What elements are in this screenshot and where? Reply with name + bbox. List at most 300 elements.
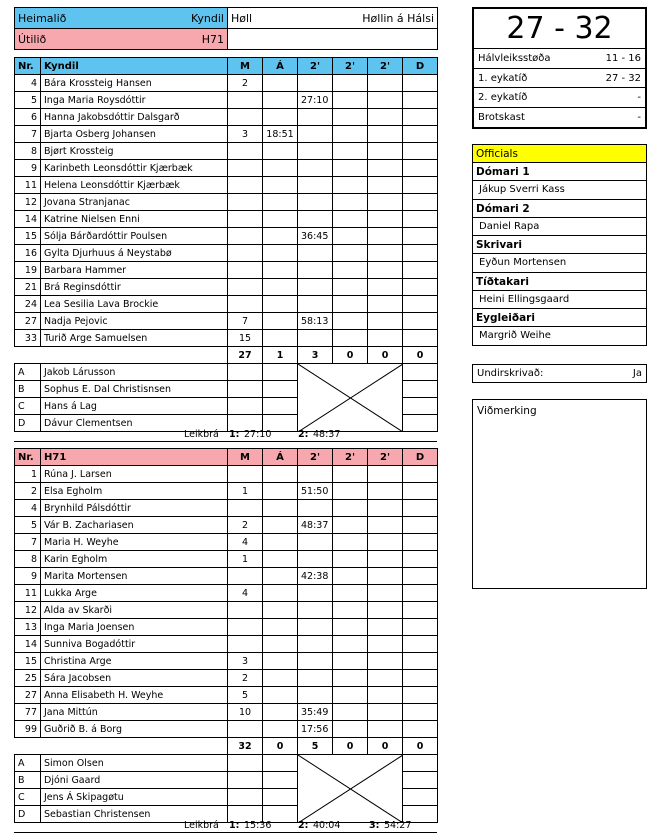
score-row	[474, 108, 645, 128]
player-suspension-3	[368, 313, 403, 330]
col-warning: Á	[263, 449, 298, 466]
player-disqualification	[403, 126, 438, 143]
staff-disqualification-cell	[403, 398, 438, 415]
home-team-cell	[15, 8, 228, 29]
player-number: 19	[15, 262, 41, 279]
player-goals: 5	[228, 687, 263, 704]
player-disqualification	[403, 160, 438, 177]
home-total-warnings: 1	[263, 347, 298, 364]
player-disqualification	[403, 330, 438, 347]
player-goals: 7	[228, 313, 263, 330]
home-total-suspensions-1: 3	[298, 347, 333, 364]
col-suspension-3: 2'	[368, 449, 403, 466]
player-goals	[228, 262, 263, 279]
official-role: Tíðtakari	[473, 273, 646, 291]
player-name: Jovana Stranjanac	[41, 194, 228, 211]
player-number: 2	[15, 483, 41, 500]
player-goals: 2	[228, 75, 263, 92]
player-suspension-2	[333, 585, 368, 602]
player-suspension-1	[298, 245, 333, 262]
player-number: 8	[15, 143, 41, 160]
player-suspension-3	[368, 296, 403, 313]
player-name: Turið Arge Samuelsen	[41, 330, 228, 347]
player-suspension-3	[368, 160, 403, 177]
official-role: Skrivari	[473, 236, 646, 254]
player-suspension-1	[298, 500, 333, 517]
home-label: Heimalið	[18, 11, 67, 25]
score-row-value: 27 - 32	[605, 72, 641, 84]
player-suspension-3	[368, 704, 403, 721]
player-suspension-1: 51:50	[298, 483, 333, 500]
player-suspension-2	[333, 109, 368, 126]
player-disqualification	[403, 551, 438, 568]
staff-disqualification-cell	[403, 755, 438, 772]
player-suspension-3	[368, 568, 403, 585]
staff-cross-box	[298, 755, 403, 823]
player-warning	[263, 585, 298, 602]
player-suspension-3	[368, 109, 403, 126]
venue-label: Høll	[231, 11, 253, 25]
score-row-value: -	[637, 111, 641, 123]
col-suspension-3: 2'	[368, 58, 403, 75]
player-suspension-1: 58:13	[298, 313, 333, 330]
player-suspension-1	[298, 585, 333, 602]
staff-code: B	[15, 381, 41, 398]
home-total-goals: 27	[228, 347, 263, 364]
away-total-suspensions-1: 5	[298, 738, 333, 755]
player-row	[15, 296, 438, 313]
col-suspension-2: 2'	[333, 449, 368, 466]
away-total-warnings: 0	[263, 738, 298, 755]
score-row-value: -	[637, 92, 641, 103]
player-disqualification	[403, 687, 438, 704]
player-suspension-3	[368, 483, 403, 500]
player-suspension-1	[298, 636, 333, 653]
player-suspension-2	[333, 92, 368, 109]
home-roster-header	[15, 58, 438, 75]
player-row	[15, 279, 438, 296]
player-suspension-3	[368, 143, 403, 160]
staff-code: D	[15, 415, 41, 432]
player-suspension-2	[333, 126, 368, 143]
home-timeout-2-num: 2:	[298, 429, 309, 440]
player-goals: 1	[228, 551, 263, 568]
player-warning	[263, 653, 298, 670]
player-suspension-2	[333, 602, 368, 619]
away-timeouts	[14, 819, 437, 833]
player-number: 9	[15, 568, 41, 585]
player-disqualification	[403, 194, 438, 211]
officials-box	[472, 144, 647, 346]
remarks-label: Viðmerking	[477, 405, 537, 417]
player-goals: 2	[228, 670, 263, 687]
away-timeouts-label: Leikbrá	[184, 820, 219, 831]
player-disqualification	[403, 245, 438, 262]
player-warning	[263, 296, 298, 313]
player-suspension-2	[333, 211, 368, 228]
player-row	[15, 483, 438, 500]
player-suspension-2	[333, 568, 368, 585]
player-warning	[263, 92, 298, 109]
player-suspension-1	[298, 670, 333, 687]
away-team-title: H71	[41, 449, 228, 466]
player-row	[15, 228, 438, 245]
player-warning	[263, 636, 298, 653]
player-suspension-3	[368, 585, 403, 602]
player-suspension-1	[298, 330, 333, 347]
staff-name: Jens Á Skipagøtu	[41, 789, 228, 806]
staff-code: B	[15, 772, 41, 789]
player-goals	[228, 211, 263, 228]
player-number: 5	[15, 92, 41, 109]
away-total-suspensions-3: 0	[368, 738, 403, 755]
player-suspension-3	[368, 330, 403, 347]
player-suspension-1	[298, 279, 333, 296]
staff-warning-cell	[263, 364, 298, 381]
player-suspension-2	[333, 296, 368, 313]
player-name: Nadja Pejovic	[41, 313, 228, 330]
player-disqualification	[403, 262, 438, 279]
player-number: 15	[15, 228, 41, 245]
col-suspension-2: 2'	[333, 58, 368, 75]
player-row	[15, 245, 438, 262]
player-warning	[263, 602, 298, 619]
player-suspension-3	[368, 534, 403, 551]
staff-name: Dávur Clementsen	[41, 415, 228, 432]
player-number: 25	[15, 670, 41, 687]
player-suspension-2	[333, 160, 368, 177]
col-disqualification: D	[403, 58, 438, 75]
player-row	[15, 92, 438, 109]
player-suspension-1	[298, 126, 333, 143]
home-totals-row	[15, 347, 438, 364]
player-goals: 15	[228, 330, 263, 347]
player-warning	[263, 228, 298, 245]
player-row	[15, 704, 438, 721]
player-goals	[228, 160, 263, 177]
player-number: 27	[15, 313, 41, 330]
player-name: Bára Krossteig Hansen	[41, 75, 228, 92]
player-row	[15, 211, 438, 228]
player-warning	[263, 483, 298, 500]
player-warning	[263, 75, 298, 92]
player-warning	[263, 704, 298, 721]
player-name: Marita Mortensen	[41, 568, 228, 585]
official-name: Jákup Sverri Kass	[473, 181, 646, 200]
home-team-title: Kyndil	[41, 58, 228, 75]
staff-code: D	[15, 806, 41, 823]
player-row	[15, 466, 438, 483]
player-goals	[228, 568, 263, 585]
player-disqualification	[403, 92, 438, 109]
player-name: Sólja Bárðardóttir Poulsen	[41, 228, 228, 245]
player-suspension-2	[333, 619, 368, 636]
player-row	[15, 619, 438, 636]
player-suspension-2	[333, 551, 368, 568]
player-goals	[228, 143, 263, 160]
staff-name: Sebastian Christensen	[41, 806, 228, 823]
player-suspension-3	[368, 653, 403, 670]
player-warning	[263, 619, 298, 636]
away-timeout-1-num: 1:	[229, 820, 240, 831]
player-number: 14	[15, 636, 41, 653]
official-name: Eyðun Mortensen	[473, 254, 646, 273]
player-suspension-2	[333, 262, 368, 279]
player-number: 77	[15, 704, 41, 721]
home-roster-table	[14, 57, 438, 432]
player-warning	[263, 160, 298, 177]
player-disqualification	[403, 313, 438, 330]
player-suspension-1	[298, 262, 333, 279]
home-timeout-1-time: 27:10	[244, 429, 272, 440]
venue-cell	[228, 8, 438, 29]
player-row	[15, 721, 438, 738]
player-suspension-3	[368, 92, 403, 109]
staff-goals-cell	[228, 755, 263, 772]
player-warning	[263, 517, 298, 534]
player-suspension-2	[333, 534, 368, 551]
player-suspension-2	[333, 670, 368, 687]
official-name: Daniel Rapa	[473, 218, 646, 237]
player-disqualification	[403, 466, 438, 483]
player-suspension-1	[298, 75, 333, 92]
staff-goals-cell	[228, 381, 263, 398]
player-disqualification	[403, 296, 438, 313]
player-disqualification	[403, 619, 438, 636]
staff-warning-cell	[263, 772, 298, 789]
player-suspension-2	[333, 330, 368, 347]
player-row	[15, 75, 438, 92]
player-goals	[228, 466, 263, 483]
official-name: Margrið Weihe	[473, 327, 646, 346]
player-row	[15, 534, 438, 551]
staff-code: C	[15, 789, 41, 806]
away-team-cell	[15, 29, 228, 50]
player-warning	[263, 330, 298, 347]
player-suspension-2	[333, 228, 368, 245]
player-suspension-2	[333, 143, 368, 160]
home-team-name: Kyndil	[191, 11, 224, 25]
away-timeout-3-num: 3:	[369, 820, 380, 831]
player-row	[15, 653, 438, 670]
staff-warning-cell	[263, 398, 298, 415]
player-number: 12	[15, 194, 41, 211]
player-suspension-2	[333, 704, 368, 721]
player-warning	[263, 177, 298, 194]
player-number: 7	[15, 126, 41, 143]
player-warning	[263, 568, 298, 585]
player-suspension-2	[333, 466, 368, 483]
player-suspension-3	[368, 211, 403, 228]
player-goals	[228, 109, 263, 126]
player-goals: 4	[228, 534, 263, 551]
player-row	[15, 670, 438, 687]
player-suspension-3	[368, 619, 403, 636]
staff-warning-cell	[263, 755, 298, 772]
player-name: Brá Reginsdóttir	[41, 279, 228, 296]
player-disqualification	[403, 636, 438, 653]
player-warning	[263, 262, 298, 279]
col-nr: Nr.	[15, 58, 41, 75]
score-row-label: 1. eykatíð	[478, 72, 528, 84]
player-row	[15, 500, 438, 517]
player-suspension-3	[368, 75, 403, 92]
player-row	[15, 568, 438, 585]
player-name: Bjarta Osberg Johansen	[41, 126, 228, 143]
player-number: 15	[15, 653, 41, 670]
staff-code: A	[15, 364, 41, 381]
player-goals: 3	[228, 653, 263, 670]
player-suspension-2	[333, 75, 368, 92]
score-row-value: 11 - 16	[605, 53, 641, 64]
final-score: 27 - 32	[474, 9, 645, 49]
player-number: 33	[15, 330, 41, 347]
player-suspension-3	[368, 670, 403, 687]
player-goals	[228, 228, 263, 245]
player-suspension-2	[333, 687, 368, 704]
player-name: Brynhild Pálsdóttir	[41, 500, 228, 517]
player-warning	[263, 143, 298, 160]
player-suspension-2	[333, 517, 368, 534]
player-goals	[228, 602, 263, 619]
staff-disqualification-cell	[403, 364, 438, 381]
player-suspension-2	[333, 483, 368, 500]
player-goals: 10	[228, 704, 263, 721]
away-roster-table	[14, 448, 438, 823]
player-suspension-2	[333, 636, 368, 653]
away-team-name: H71	[201, 32, 224, 46]
player-name: Sára Jacobsen	[41, 670, 228, 687]
player-number: 12	[15, 602, 41, 619]
staff-goals-cell	[228, 772, 263, 789]
venue-name: Høllin á Hálsi	[362, 11, 434, 25]
player-warning: 18:51	[263, 126, 298, 143]
col-suspension-1: 2'	[298, 449, 333, 466]
player-suspension-1	[298, 653, 333, 670]
player-number: 5	[15, 517, 41, 534]
player-row	[15, 194, 438, 211]
staff-row	[15, 364, 438, 381]
player-row	[15, 602, 438, 619]
player-suspension-2	[333, 279, 368, 296]
away-totals-row	[15, 738, 438, 755]
staff-row	[15, 755, 438, 772]
score-row-label: Hálvleiksstøða	[478, 53, 551, 64]
player-name: Lea Sesilia Lava Brockie	[41, 296, 228, 313]
player-name: Christina Arge	[41, 653, 228, 670]
player-suspension-1	[298, 619, 333, 636]
player-disqualification	[403, 568, 438, 585]
staff-cross-box	[298, 364, 403, 432]
staff-name: Djóni Gaard	[41, 772, 228, 789]
player-warning	[263, 721, 298, 738]
signed-label: Undirskrivað:	[477, 368, 544, 379]
score-box	[472, 7, 647, 129]
player-suspension-3	[368, 194, 403, 211]
player-goals: 3	[228, 126, 263, 143]
venue-empty-cell	[228, 29, 438, 50]
staff-goals-cell	[228, 398, 263, 415]
player-warning	[263, 687, 298, 704]
player-number: 21	[15, 279, 41, 296]
score-row	[474, 69, 645, 89]
official-name: Heini Ellingsgaard	[473, 291, 646, 310]
away-timeout-1-time: 15:36	[244, 820, 272, 831]
player-suspension-1	[298, 160, 333, 177]
player-disqualification	[403, 534, 438, 551]
player-goals	[228, 177, 263, 194]
player-disqualification	[403, 228, 438, 245]
player-name: Karinbeth Leonsdóttir Kjærbæk	[41, 160, 228, 177]
cross-out-icon	[298, 755, 403, 823]
player-suspension-3	[368, 245, 403, 262]
player-suspension-1	[298, 602, 333, 619]
player-suspension-1	[298, 109, 333, 126]
staff-goals-cell	[228, 364, 263, 381]
player-suspension-1	[298, 551, 333, 568]
player-row	[15, 177, 438, 194]
player-suspension-3	[368, 602, 403, 619]
player-number: 8	[15, 551, 41, 568]
player-suspension-3	[368, 551, 403, 568]
player-suspension-1	[298, 466, 333, 483]
col-warning: Á	[263, 58, 298, 75]
player-name: Helena Leonsdóttir Kjærbæk	[41, 177, 228, 194]
player-name: Rúna J. Larsen	[41, 466, 228, 483]
player-name: Guðrið B. á Borg	[41, 721, 228, 738]
cross-out-icon	[298, 364, 403, 432]
player-suspension-1	[298, 687, 333, 704]
player-name: Anna Elisabeth H. Weyhe	[41, 687, 228, 704]
staff-code: C	[15, 398, 41, 415]
player-suspension-1: 35:49	[298, 704, 333, 721]
player-row	[15, 109, 438, 126]
player-suspension-2	[333, 177, 368, 194]
staff-warning-cell	[263, 381, 298, 398]
staff-warning-cell	[263, 789, 298, 806]
player-name: Gylta Djurhuus á Neystabø	[41, 245, 228, 262]
player-name: Inga Maria Joensen	[41, 619, 228, 636]
player-number: 7	[15, 534, 41, 551]
player-suspension-2	[333, 721, 368, 738]
player-name: Hanna Jakobsdóttir Dalsgarð	[41, 109, 228, 126]
remarks-box	[472, 399, 647, 589]
player-suspension-2	[333, 194, 368, 211]
player-row	[15, 585, 438, 602]
player-suspension-1: 36:45	[298, 228, 333, 245]
player-disqualification	[403, 143, 438, 160]
match-header	[14, 7, 438, 50]
player-suspension-3	[368, 721, 403, 738]
col-goals: M	[228, 449, 263, 466]
away-label: Útilið	[18, 32, 47, 46]
player-disqualification	[403, 177, 438, 194]
player-goals: 4	[228, 585, 263, 602]
staff-name: Hans á Lag	[41, 398, 228, 415]
away-total-disqualifications: 0	[403, 738, 438, 755]
player-warning	[263, 670, 298, 687]
staff-name: Jakob Lárusson	[41, 364, 228, 381]
player-number: 14	[15, 211, 41, 228]
staff-name: Simon Olsen	[41, 755, 228, 772]
player-warning	[263, 194, 298, 211]
player-warning	[263, 211, 298, 228]
official-role: Dómari 1	[473, 163, 646, 181]
staff-goals-cell	[228, 789, 263, 806]
player-warning	[263, 279, 298, 296]
player-disqualification	[403, 211, 438, 228]
player-row	[15, 330, 438, 347]
